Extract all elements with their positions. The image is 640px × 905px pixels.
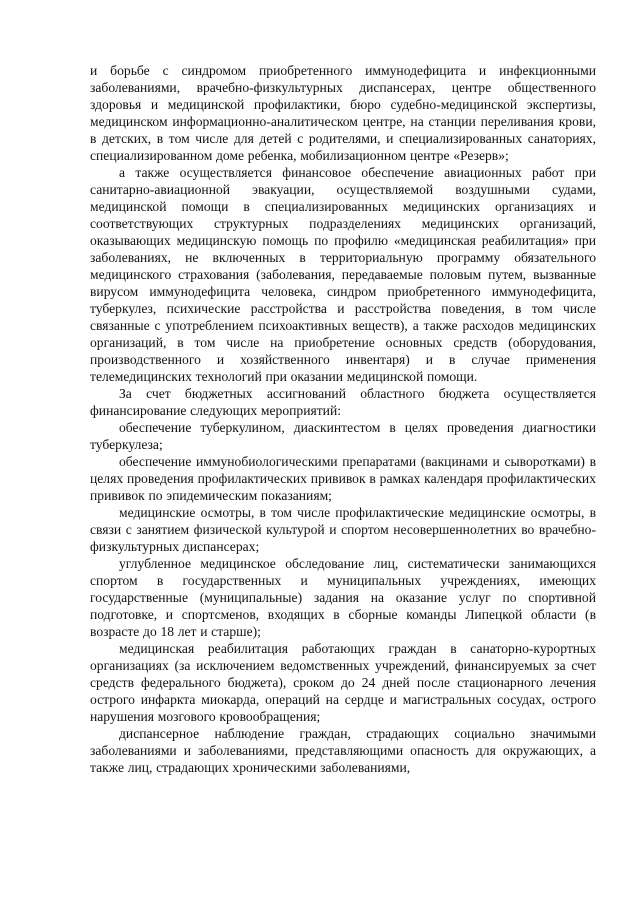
list-item-in-depth-examination: углубленное медицинское обследование лиц, систематически занимающихся спортом в государственных и муниципальных учреждениях, имеющих государственные (муниципальные) задания на оказание услуг по спортивной подготовке, и спортсменов, входящих в сборные команды Липецкой области (в возрасте до 18 лет и старше); <box>90 556 596 639</box>
list-item-rehabilitation: медицинская реабилитация работающих граждан в санаторно-курортных организациях (за исключением ведомственных учреждений, финансируемых за счет средств федерального бюджета), сроком до 24 дней после стационарного лечения острого инфаркта миокарда, операций на сердце и магистральных сосудах, острого нарушения мозгового кровообращения; <box>90 641 596 724</box>
paragraph-aviation-financing: а также осуществляется финансовое обеспечение авиационных работ при санитарно-авиационной эвакуации, осуществляемой воздушными судами, медицинской помощи в специализированных медицинских организациях и соответствующих структурных подразделениях медицинских организаций, оказывающих медицинскую помощь по профилю «медицинская реабилитация» при заболеваниях, не включенных в территориальную программу обязательного медицинского страхования (заболевания, передаваемые половым путем, вызванные вирусом иммунодефицита человека, синдром приобретенного иммунодефицита, туберкулез, психические расстройства и расстройства поведения, в том числе связанные с употреблением психоактивных веществ), а также расходов медицинских организаций, в том числе на приобретение основных средств (оборудования, производственного и хозяйственного инвентаря) и в случае применения телемедицинских технологий при оказании медицинской помощи. <box>90 165 596 384</box>
list-item-tuberculin: обеспечение туберкулином, диаскинтестом в целях проведения диагностики туберкулеза; <box>90 420 596 452</box>
paragraph-continuation: и борьбе с синдромом приобретенного иммунодефицита и инфекционными заболеваниями, врачебно-физкультурных диспансерах, центре общественного здоровья и медицинской профилактики, бюро судебно-медицинской экспертизы, медицинском информационно-аналитическом центре, на станции переливания крови, в детских, в том числе для детей с родителями, и специализированных санаториях, специализированном доме ребенка, мобилизационном центре «Резерв»; <box>90 63 596 163</box>
paragraph-regional-budget-intro: За счет бюджетных ассигнований областного бюджета осуществляется финансирование следующих мероприятий: <box>90 386 596 418</box>
document-page <box>90 62 596 776</box>
list-item-medical-examinations: медицинские осмотры, в том числе профилактические медицинские осмотры, в связи с занятием физической культурой и спортом несовершеннолетних во врачебно-физкультурных диспансерах; <box>90 505 596 554</box>
list-item-dispensary-observation: диспансерное наблюдение граждан, страдающих социально значимыми заболеваниями и заболеваниями, представляющими опасность для окружающих, а также лиц, страдающих хроническими заболеваниями, <box>90 726 596 775</box>
list-item-immunobiological: обеспечение иммунобиологическими препаратами (вакцинами и сыворотками) в целях проведения профилактических прививок в рамках календаря профилактических прививок по эпидемическим показаниям; <box>90 454 596 503</box>
